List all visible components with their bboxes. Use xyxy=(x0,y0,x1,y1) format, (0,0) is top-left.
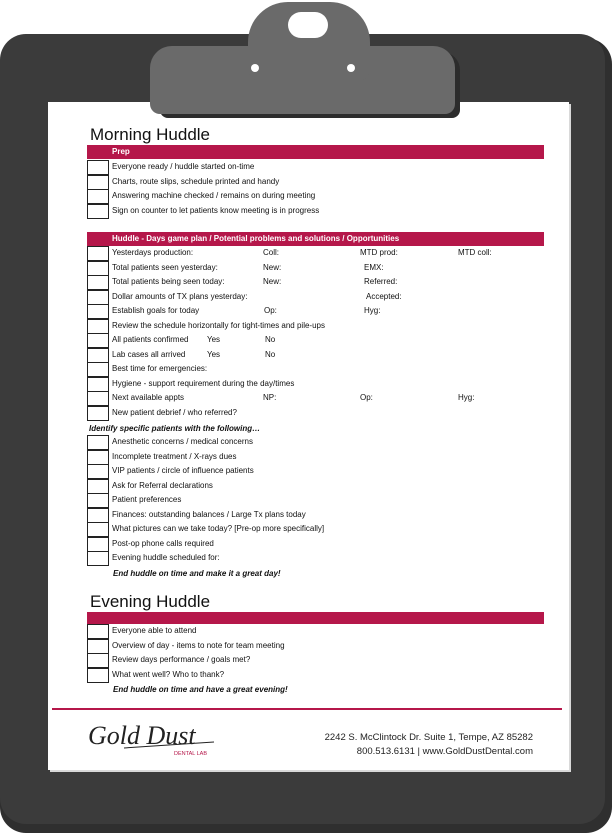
huddle-item-field: Accepted: xyxy=(366,291,402,301)
identify-item-label: Post-op phone calls required xyxy=(112,538,214,548)
huddle-item-checkbox[interactable] xyxy=(87,406,109,421)
evening-item-row xyxy=(87,653,544,668)
identify-item-label: Anesthetic concerns / medical concerns xyxy=(112,437,253,446)
huddle-item-row xyxy=(87,275,544,290)
clip-rivet-left xyxy=(251,64,259,72)
svg-text:DENTAL LAB: DENTAL LAB xyxy=(174,751,208,757)
huddle-item-row xyxy=(87,362,544,377)
huddle-item-checkbox[interactable] xyxy=(87,261,109,276)
morning-huddle-title: Morning Huddle xyxy=(90,125,211,144)
footer-contact: 800.513.6131 | www.GoldDustDental.com xyxy=(356,746,533,757)
identify-item-label: What pictures can we take today? [Pre-op more specifically] xyxy=(112,524,325,533)
identify-item-checkbox[interactable] xyxy=(87,464,109,479)
identify-item-checkbox[interactable] xyxy=(87,537,109,552)
evening-item-label: Everyone able to attend xyxy=(112,626,197,635)
evening-item-checkbox[interactable] xyxy=(87,624,109,639)
huddle-item-field: Referred: xyxy=(364,277,398,286)
gold-dust-logo xyxy=(86,718,216,760)
identify-item-row xyxy=(87,450,544,465)
huddle-item-row xyxy=(87,377,544,392)
identify-item-row xyxy=(87,435,544,450)
huddle-item-label: Review the schedule horizontally for tight-times and pile-ups xyxy=(112,320,325,330)
huddle-item-label: Establish goals for today xyxy=(112,306,200,315)
huddle-item-field: Hyg: xyxy=(364,306,381,315)
footer-divider xyxy=(52,708,562,710)
evening-item-label: Review days performance / goals met? xyxy=(112,655,251,664)
huddle-item-field: EMX: xyxy=(364,262,384,272)
prep-item-row xyxy=(87,175,544,190)
huddle-item-label: New patient debrief / who referred? xyxy=(112,407,237,417)
identify-item-checkbox[interactable] xyxy=(87,450,109,465)
huddle-item-row xyxy=(87,304,544,319)
evening-huddle-title: Evening Huddle xyxy=(90,592,211,611)
identify-item-label: Evening huddle scheduled for: xyxy=(112,553,220,562)
identify-item-label: Ask for Referral declarations xyxy=(112,480,213,490)
huddle-item-row xyxy=(87,290,544,305)
evening-item-label: Overview of day - items to note for team meeting xyxy=(112,640,285,650)
evening-item-row xyxy=(87,624,544,639)
huddle-item-label: Yesterdays production: xyxy=(112,248,194,257)
clip-rivet-right xyxy=(347,64,355,72)
huddle-item-field: New: xyxy=(263,262,282,272)
huddle-item-yes-option[interactable]: Yes xyxy=(207,335,221,344)
huddle-item-field: MTD coll: xyxy=(458,248,492,257)
huddle-item-row xyxy=(87,348,544,363)
huddle-item-row xyxy=(87,406,544,421)
prep-item-label: Answering machine checked / remains on during meeting xyxy=(112,191,316,200)
huddle-item-field: Op: xyxy=(264,306,277,315)
huddle-item-checkbox[interactable] xyxy=(87,377,109,392)
huddle-item-checkbox[interactable] xyxy=(87,391,109,406)
huddle-item-field: Op: xyxy=(360,393,373,402)
identify-item-row xyxy=(87,508,544,523)
prep-item-label: Charts, route slips, schedule printed and handy xyxy=(112,176,280,186)
identify-item-label: Finances: outstanding balances / Large Tx plans today xyxy=(112,509,306,519)
huddle-item-field: MTD prod: xyxy=(360,248,398,257)
prep-item-label: Everyone ready / huddle started on-time xyxy=(112,162,255,171)
evening-item-checkbox[interactable] xyxy=(87,639,109,654)
evening-header-bar xyxy=(87,612,544,624)
identify-item-row xyxy=(87,479,544,494)
huddle-item-field: NP: xyxy=(263,393,277,402)
huddle-item-label: Next available appts xyxy=(112,393,185,402)
identify-item-checkbox[interactable] xyxy=(87,435,109,450)
huddle-item-label: Dollar amounts of TX plans yesterday: xyxy=(112,291,248,301)
identify-item-label: Incomplete treatment / X-rays dues xyxy=(112,451,237,461)
morning-closing-note: End huddle on time and make it a great day! xyxy=(113,569,281,578)
prep-item-row xyxy=(87,189,544,204)
identify-item-label: Patient preferences xyxy=(112,495,182,504)
huddle-item-label: Total patients being seen today: xyxy=(112,277,225,286)
prep-item-checkbox[interactable] xyxy=(87,204,109,219)
huddle-item-checkbox[interactable] xyxy=(87,304,109,319)
huddle-item-no-option[interactable]: No xyxy=(265,335,276,344)
huddle-item-label: Hygiene - support requirement during the day/times xyxy=(112,378,295,388)
huddle-item-checkbox[interactable] xyxy=(87,362,109,377)
huddle-item-checkbox[interactable] xyxy=(87,275,109,290)
identify-item-checkbox[interactable] xyxy=(87,508,109,523)
huddle-item-label: All patients confirmed xyxy=(112,335,189,344)
huddle-item-row xyxy=(87,246,544,261)
huddle-item-label: Lab cases all arrived xyxy=(112,349,186,359)
huddle-item-label: Total patients seen yesterday: xyxy=(112,262,218,272)
evening-item-row xyxy=(87,668,544,683)
prep-item-checkbox[interactable] xyxy=(87,160,109,175)
footer-address-block xyxy=(280,731,533,759)
identify-item-label: VIP patients / circle of influence patients xyxy=(112,466,254,475)
prep-item-row xyxy=(87,204,544,219)
footer-address: 2242 S. McClintock Dr. Suite 1, Tempe, AZ 85282 xyxy=(324,732,533,743)
identify-item-row xyxy=(87,551,544,566)
identify-item-checkbox[interactable] xyxy=(87,479,109,494)
prep-item-checkbox[interactable] xyxy=(87,175,109,190)
evening-item-checkbox[interactable] xyxy=(87,653,109,668)
huddle-item-field: New: xyxy=(263,277,282,286)
huddle-item-label: Best time for emergencies: xyxy=(112,364,208,373)
huddle-item-no-option[interactable]: No xyxy=(265,349,276,359)
identify-item-checkbox[interactable] xyxy=(87,493,109,508)
identify-patients-label: Identify specific patients with the following… xyxy=(89,424,261,433)
huddle-header-bar: Huddle - Days game plan / Potential problems and solutions / Opportunities xyxy=(87,232,544,246)
prep-item-label: Sign on counter to let patients know meeting is in progress xyxy=(112,205,320,215)
huddle-item-checkbox[interactable] xyxy=(87,290,109,305)
clip-hole xyxy=(288,12,328,38)
huddle-item-field: Coll: xyxy=(263,248,280,257)
identify-item-row xyxy=(87,537,544,552)
prep-item-row xyxy=(87,160,544,175)
identify-item-row xyxy=(87,493,544,508)
evening-item-checkbox[interactable] xyxy=(87,668,109,683)
prep-header-bar: Prep xyxy=(87,145,544,159)
huddle-item-row xyxy=(87,391,544,406)
identify-item-checkbox[interactable] xyxy=(87,551,109,566)
evening-item-row xyxy=(87,639,544,654)
huddle-item-row xyxy=(87,261,544,276)
huddle-item-checkbox[interactable] xyxy=(87,348,109,363)
huddle-item-row xyxy=(87,333,544,348)
huddle-item-row xyxy=(87,319,544,334)
evening-item-label: What went well? Who to thank? xyxy=(112,669,225,679)
identify-item-row xyxy=(87,464,544,479)
evening-closing-note: End huddle on time and have a great evening! xyxy=(113,685,288,694)
huddle-item-field: Hyg: xyxy=(458,393,475,402)
prep-item-checkbox[interactable] xyxy=(87,189,109,204)
svg-text:Gold Dust: Gold Dust xyxy=(88,721,196,750)
huddle-item-checkbox[interactable] xyxy=(87,246,109,261)
huddle-item-checkbox[interactable] xyxy=(87,333,109,348)
huddle-item-checkbox[interactable] xyxy=(87,319,109,334)
identify-item-row xyxy=(87,522,544,537)
huddle-item-yes-option[interactable]: Yes xyxy=(207,349,221,359)
identify-item-checkbox[interactable] xyxy=(87,522,109,537)
